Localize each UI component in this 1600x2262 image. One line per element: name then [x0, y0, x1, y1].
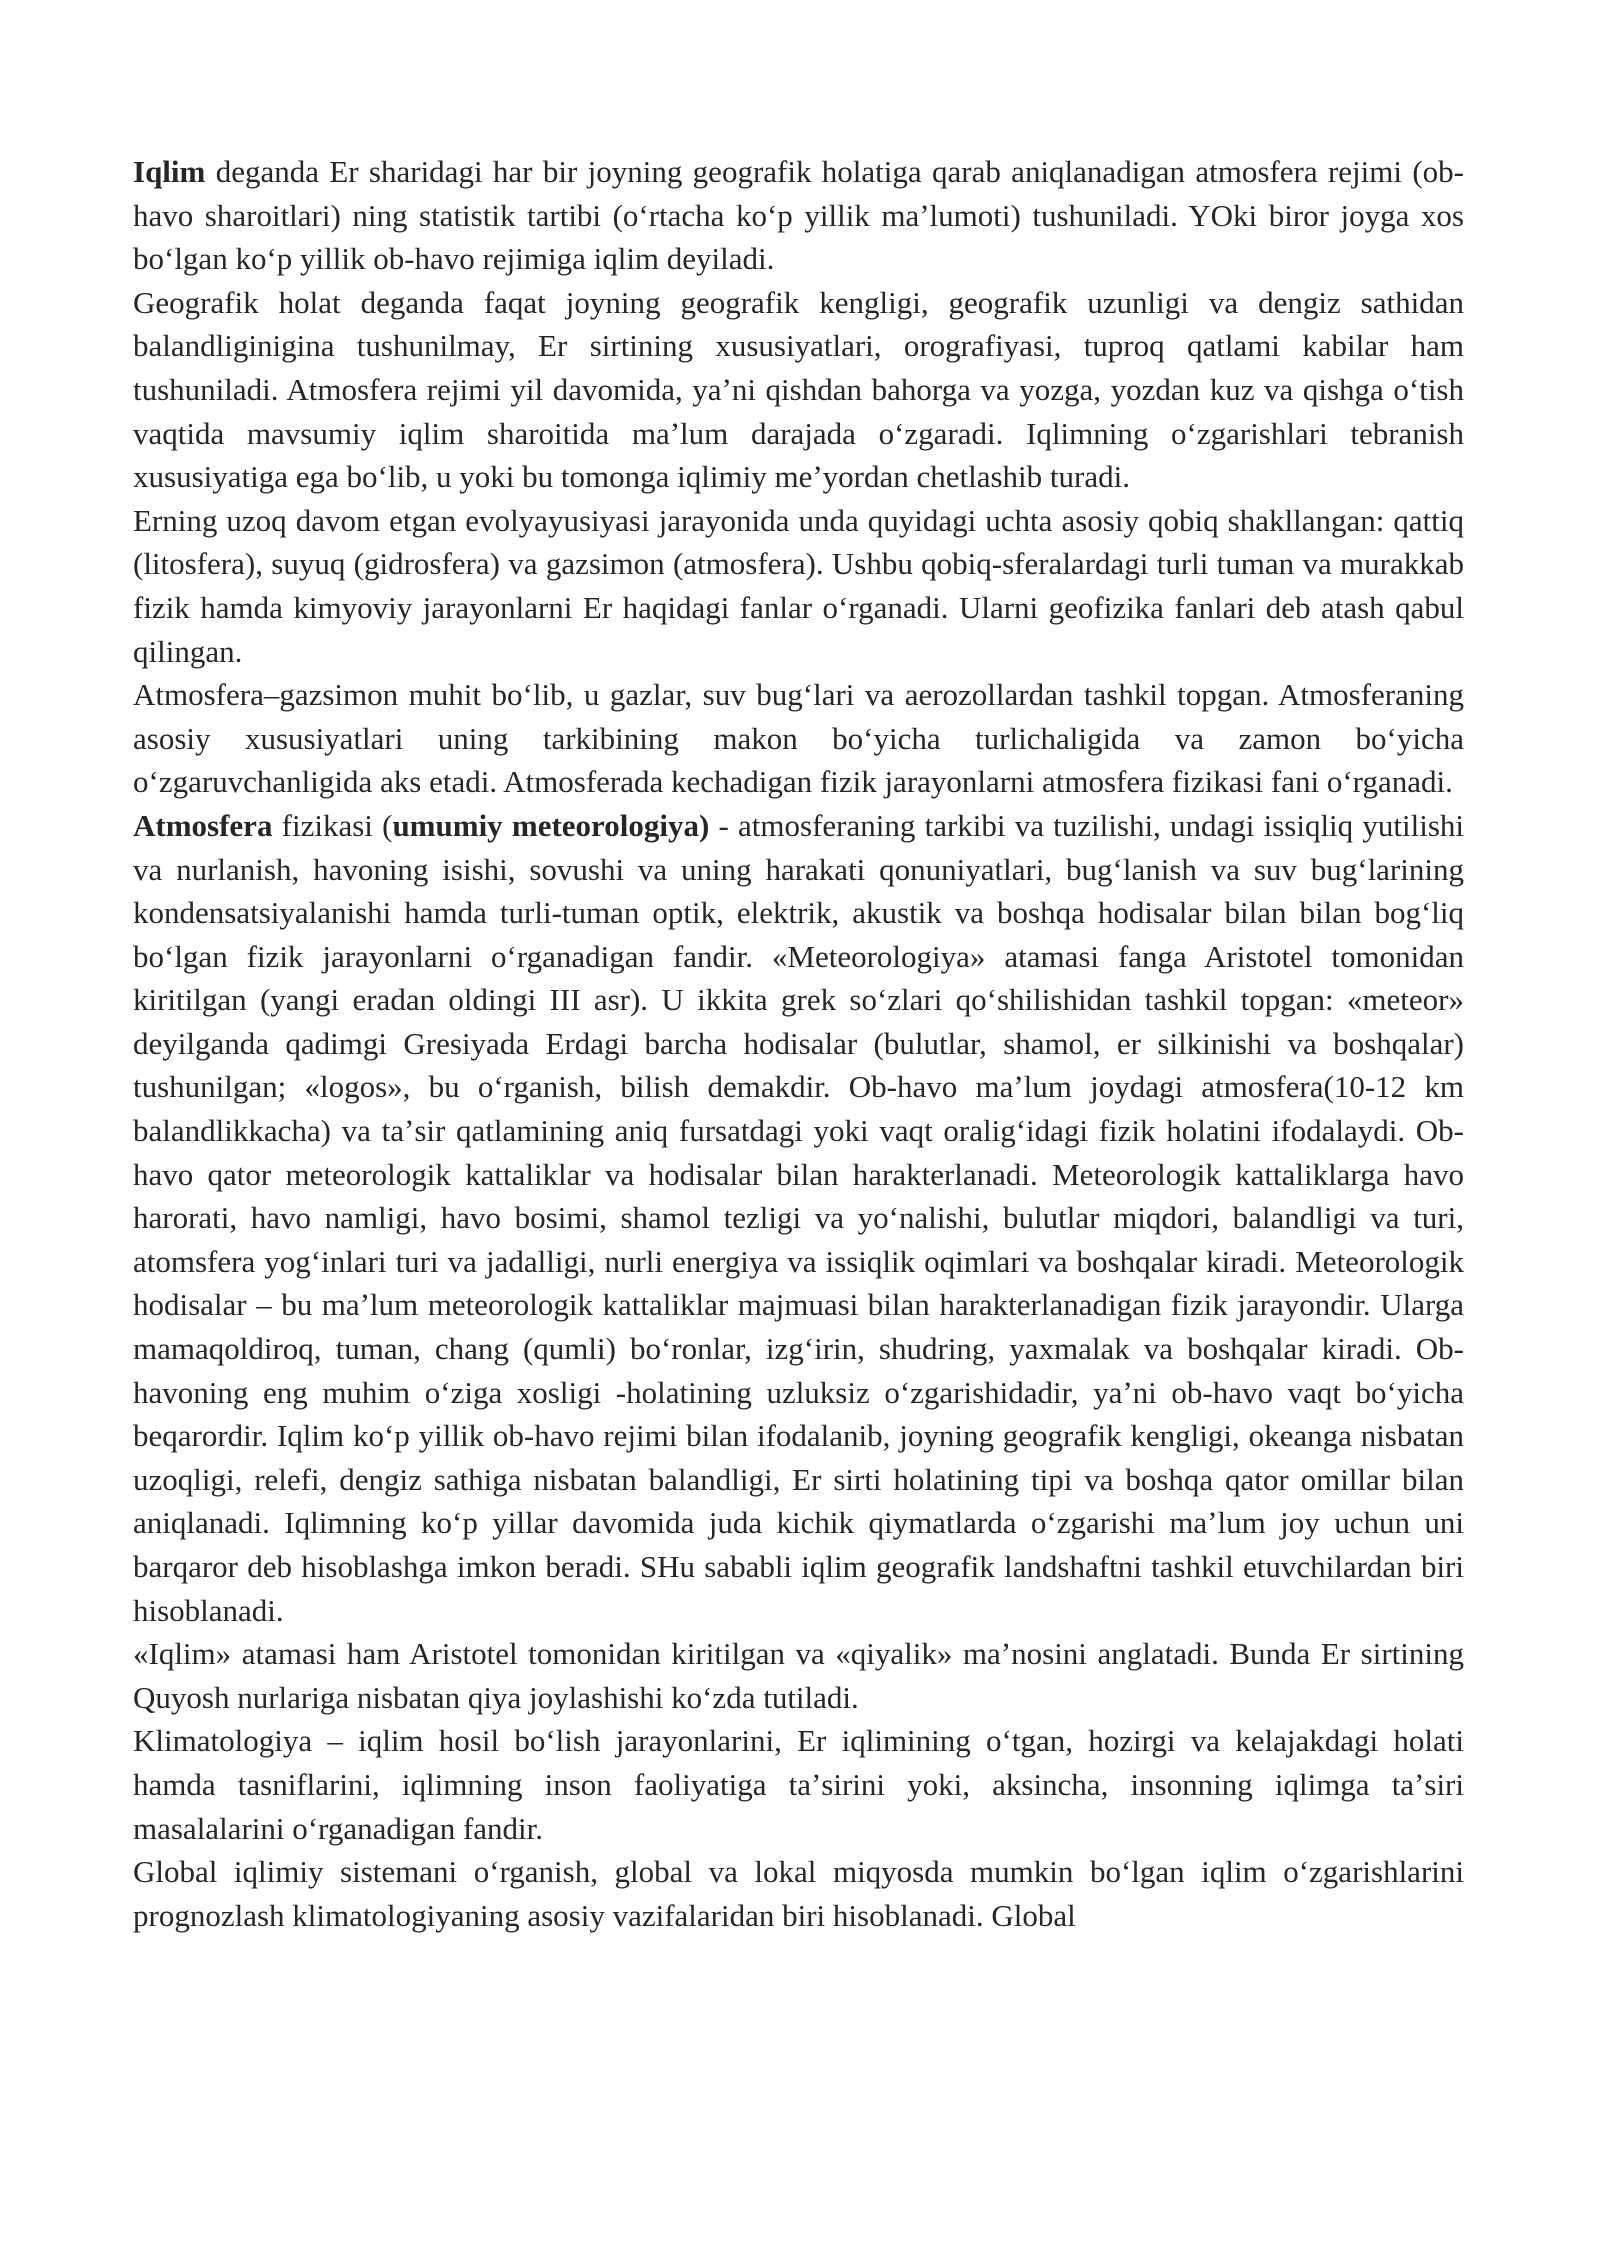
paragraph-text: fizikasi (: [272, 807, 393, 843]
paragraph-text: Erning uzoq davom etgan evolyayusiyasi jarayonida unda quyidagi uchta asosiy qobiq shakllangan: qattiq (litosfera), suyuq (gidrosfera) va gazsimon (atmosfera). Ushbu qobiq-sferalardagi turli tuman va murakkab fizik hamda kimyoviy jarayonlarni Er haqidagi fanlar oʻrganadi. Ularni geofizika fanlari deb atash qabul qilingan.: [133, 502, 1464, 669]
paragraph-klimatologiya: [133, 1719, 1464, 1850]
paragraph-iqlim-definition: [133, 150, 1464, 281]
paragraph-text: Global iqlimiy sistemani oʻrganish, global va lokal miqyosda mumkin boʻlgan iqlim oʻzgarishlarini prognozlash klimatologiyaning asosiy vazifalaridan biri hisoblanadi. Global: [133, 1854, 1464, 1933]
paragraph-atmosfera: [133, 673, 1464, 804]
term-atmosfera: Atmosfera: [133, 807, 273, 843]
paragraph-geografik-holat: [133, 281, 1464, 499]
paragraph-atmosfera-fizikasi: [133, 804, 1464, 1632]
paragraph-er-qobiqlari: [133, 499, 1464, 673]
paragraph-text: - atmosferaning tarkibi va tuzilishi, undagi issiqliq yutilishi va nurlanish, havoning isishi, sovushi va uning harakati qonuniyatlari, bugʻlanish va suv bugʻlarining kondensatsiyalanishi hamda turli-tuman optik, elektrik, akustik va boshqa hodisalar bilan bilan bogʻliq boʻlgan fizik jarayonlarni oʻrganadigan fandir. «Meteorologiya» atamasi fanga Aristotel tomonidan kiritilgan (yangi eradan oldingi III asr). U ikkita grek soʻzlari qoʻshilishidan tashkil topgan: «meteor» deyilganda qadimgi Gresiyada Erdagi barcha hodisalar (bulutlar, shamol, er silkinishi va boshqalar) tushunilgan; «logos», bu oʻrganish, bilish demakdir. Ob-havo maʼlum joydagi atmosfera(10-12 km balandlikkacha) va taʼsir qatlamining aniq fursatdagi yoki vaqt oraligʻidagi fizik holatini ifodalaydi. Ob-havo qator meteorologik kattaliklar va hodisalar bilan harakterlanadi. Meteorologik kattaliklarga havo harorati, havo namligi, havo bosimi, shamol tezligi va yoʻnalishi, bulutlar miqdori, balandligi va turi, atomsfera yogʻinlari turi va jadalligi, nurli energiya va issiqlik oqimlari va boshqalar kiradi. Meteorologik hodisalar – bu maʼlum meteorologik kattaliklar majmuasi bilan harakterlanadigan fizik jarayondir. Ularga mamaqoldiroq, tuman, chang (qumli) boʻronlar, izgʻirin, shudring, yaxmalak va boshqalar kiradi. Ob-havoning eng muhim oʻziga xosligi -holatining uzluksiz oʻzgarishidadir, yaʼni ob-havo vaqt boʻyicha beqarordir. Iqlim koʻp yillik ob-havo rejimi bilan ifodalanib, joyning geografik kengligi, okeanga nisbatan uzoqligi, relefi, dengiz sathiga nisbatan balandligi, Er sirti holatining tipi va boshqa qator omillar bilan aniqlanadi. Iqlimning koʻp yillar davomida juda kichik qiymatlarda oʻzgarishi maʼlum joy uchun uni barqaror deb hisoblashga imkon beradi. SHu sababli iqlim geografik landshaftni tashkil etuvchilardan biri hisoblanadi.: [133, 807, 1465, 1628]
term-umumiy-meteorologiya: umumiy meteorologiya): [392, 807, 710, 843]
term-iqlim: Iqlim: [133, 154, 206, 189]
paragraph-text: deganda Er sharidagi har bir joyning geografik holatiga qarab aniqlanadigan atmosfera rejimi (ob-havo sharoitlari) ning statistik tartibi (oʻrtacha koʻp yillik maʼlumoti) tushuniladi. YOki biror joyga xos boʻlgan koʻp yillik ob-havo rejimiga iqlim deyiladi.: [133, 154, 1464, 277]
paragraph-text: Geografik holat deganda faqat joyning geografik kengligi, geografik uzunligi va dengiz sathidan balandliginigina tushunilmay, Er sirtining xususiyatlari, orografiyasi, tuproq qatlami kabilar ham tushuniladi. Atmosfera rejimi yil davomida, yaʼni qishdan bahorga va yozga, yozdan kuz va qishga oʻtish vaqtida mavsumiy iqlim sharoitida maʼlum darajada oʻzgaradi. Iqlimning oʻzgarishlari tebranish xususiyatiga ega boʻlib, u yoki bu tomonga iqlimiy meʼyordan chetlashib turadi.: [133, 284, 1464, 495]
paragraph-text: Klimatologiya – iqlim hosil boʻlish jarayonlarini, Er iqlimining oʻtgan, hozirgi va kelajakdagi holati hamda tasniflarini, iqlimning inson faoliyatiga taʼsirini yoki, aksincha, insonning iqlimga taʼsiri masalalarini oʻrganadigan fandir.: [133, 1723, 1464, 1846]
paragraph-text: Atmosfera–gazsimon muhit boʻlib, u gazlar, suv bugʻlari va aerozollardan tashkil topgan. Atmosferaning asosiy xususiyatlari uning tarkibining makon boʻyicha turlichaligida va zamon boʻyicha oʻzgaruvchanligida aks etadi. Atmosferada kechadigan fizik jarayonlarni atmosfera fizikasi fani oʻrganadi.: [133, 677, 1464, 800]
document-page: [133, 150, 1464, 1937]
paragraph-iqlim-atamasi: [133, 1632, 1464, 1719]
paragraph-global-iqlim: [133, 1850, 1464, 1937]
paragraph-text: «Iqlim» atamasi ham Aristotel tomonidan kiritilgan va «qiyalik» maʼnosini anglatadi. Bunda Er sirtining Quyosh nurlariga nisbatan qiya joylashishi koʻzda tutiladi.: [133, 1636, 1464, 1715]
